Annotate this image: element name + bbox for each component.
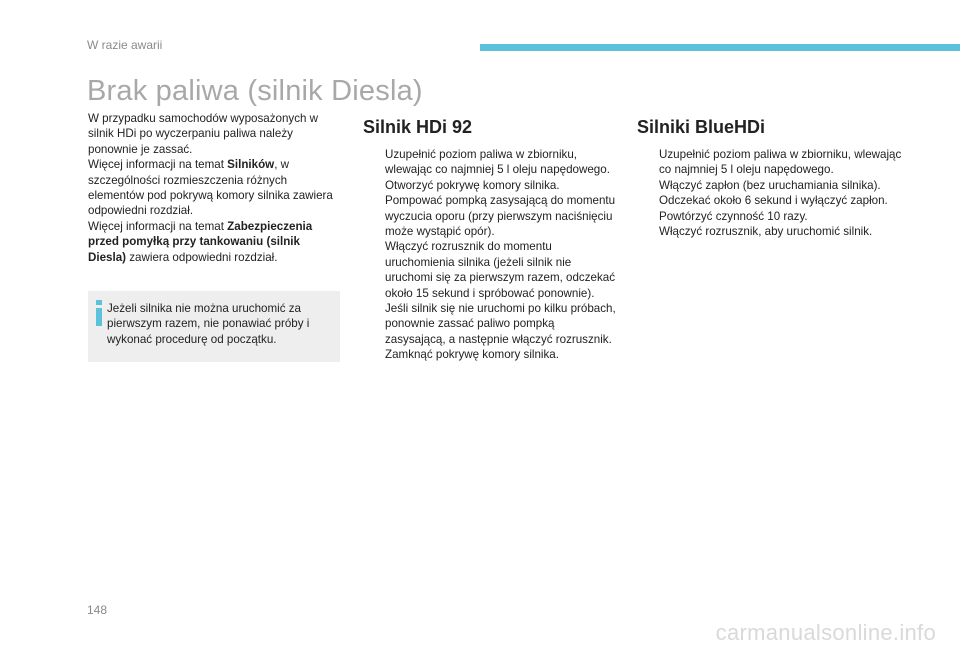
list-item: Włączyć rozrusznik do momentu uruchomienia silnika (jeżeli silnik nie uruchomi się za pierwszym razem, odczekać około 15 sekund i spróbować ponownie). (385, 240, 616, 300)
list-item: Powtórzyć czynność 10 razy. (659, 209, 808, 223)
header-accent-bar (480, 44, 960, 51)
list-item: Otworzyć pokrywę komory silnika. (385, 178, 560, 192)
section-label: W razie awarii (87, 38, 163, 52)
info-box (88, 291, 340, 362)
page-number: 148 (87, 603, 108, 617)
list-item: Uzupełnić poziom paliwa w zbiorniku, wlewając co najmniej 5 l oleju napędowego. (659, 148, 902, 177)
hdi-heading: Silnik HDi 92 (363, 117, 473, 137)
intro-paragraph-2 (88, 157, 338, 219)
intro-paragraph-3 (88, 219, 338, 265)
page-title: Brak paliwa (silnik Diesla) (87, 75, 423, 107)
bluehdi-heading: Silniki BlueHDi (637, 117, 766, 137)
bluehdi-column (637, 116, 907, 239)
intro-p2-text-after: , w szczególności rozmieszczenia różnych elementów pod pokrywą komory silnika zawiera odpowiedni rozdział. (88, 158, 333, 218)
intro-p2-bold: Silników (227, 158, 275, 172)
list-item: Jeśli silnik się nie uruchomi po kilku próbach, ponownie zassać paliwo pompką zasysającą, a następnie włączyć rozrusznik. (385, 302, 616, 346)
watermark: carmanualsonline.info (715, 620, 936, 645)
list-item: Uzupełnić poziom paliwa w zbiorniku, wlewając co najmniej 5 l oleju napędowego. (385, 148, 610, 177)
intro-p3-bold: Zabezpieczenia przed pomyłką przy tankowaniu (silnik Diesla) (88, 219, 313, 264)
intro-p2-text: Więcej informacji na temat (88, 158, 228, 172)
intro-paragraph-1: W przypadku samochodów wyposażonych w silnik HDi po wyczerpaniu paliwa należy ponownie je zassać. (88, 112, 319, 156)
intro-p3-text: Więcej informacji na temat (88, 219, 228, 233)
hdi-steps (363, 147, 618, 363)
hdi-column (363, 116, 618, 363)
list-item: Odczekać około 6 sekund i wyłączyć zapłon. (659, 194, 888, 208)
info-icon (96, 300, 102, 356)
bluehdi-steps (637, 147, 907, 239)
info-text: Jeżeli silnika nie można uruchomić za pierwszym razem, nie ponawiać próby i wykonać procedurę od początku. (107, 302, 310, 346)
list-item: Pompować pompką zasysającą do momentu wyczucia oporu (przy pierwszym naciśnięciu może wystąpić opór). (385, 194, 616, 239)
intro-column (88, 111, 338, 265)
list-item: Włączyć zapłon (bez uruchamiania silnika). (659, 178, 881, 192)
list-item: Włączyć rozrusznik, aby uruchomić silnik. (659, 225, 873, 239)
intro-p3-text-after: zawiera odpowiedni rozdział. (126, 250, 278, 264)
list-item: Zamknąć pokrywę komory silnika. (385, 348, 559, 362)
